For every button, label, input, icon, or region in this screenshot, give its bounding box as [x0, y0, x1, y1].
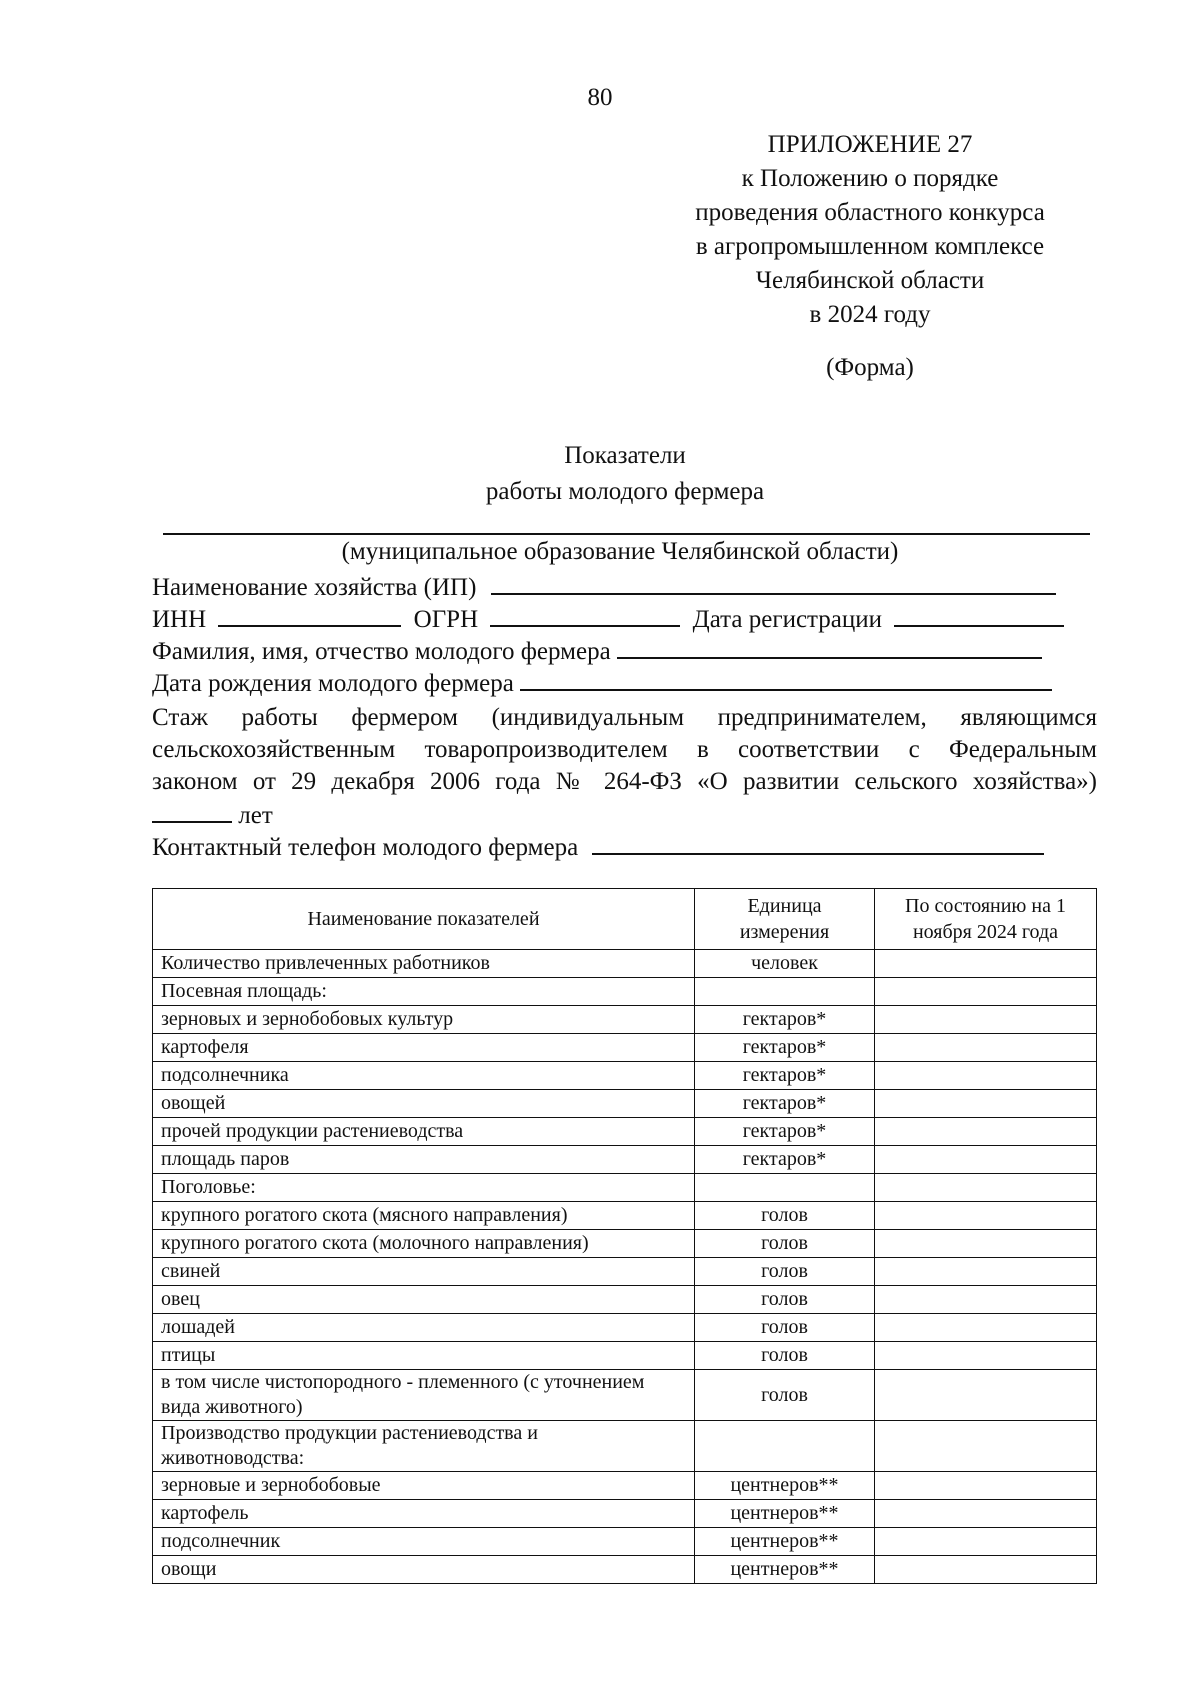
indicator-name-cell: лошадей	[153, 1314, 695, 1342]
reg-date-label: Дата регистрации	[692, 606, 883, 633]
appendix-line: проведения областного конкурса	[695, 199, 1045, 226]
value-input-cell[interactable]	[875, 1202, 1097, 1230]
full-name-label: Фамилия, имя, отчество молодого фермера	[152, 638, 611, 665]
value-input-cell[interactable]	[875, 1472, 1097, 1500]
inn-field[interactable]	[218, 603, 401, 627]
table-row	[153, 1370, 1097, 1421]
table-row	[153, 1174, 1097, 1202]
value-input-cell[interactable]	[875, 1034, 1097, 1062]
farm-name-field[interactable]	[491, 571, 1056, 595]
indicator-name-cell: площадь паров	[153, 1146, 695, 1174]
header-unit: Единица измерения	[695, 889, 875, 950]
unit-cell: гектаров*	[695, 1118, 875, 1146]
value-input-cell[interactable]	[875, 1370, 1097, 1421]
table-row	[153, 1500, 1097, 1528]
table-row	[153, 1314, 1097, 1342]
header-value: По состоянию на 1 ноября 2024 года	[875, 889, 1097, 950]
indicator-name-cell: овощи	[153, 1556, 695, 1584]
inn-ogrn-row	[152, 603, 1097, 634]
unit-cell: голов	[695, 1370, 875, 1421]
table-row	[153, 1230, 1097, 1258]
birth-date-field[interactable]	[520, 667, 1052, 691]
unit-cell: голов	[695, 1202, 875, 1230]
value-input-cell[interactable]	[875, 1421, 1097, 1472]
phone-label: Контактный телефон молодого фермера	[152, 834, 579, 861]
unit-cell	[695, 1421, 875, 1472]
table-row	[153, 1062, 1097, 1090]
table-row	[153, 1118, 1097, 1146]
ogrn-field[interactable]	[490, 603, 680, 627]
value-input-cell[interactable]	[875, 1528, 1097, 1556]
unit-cell: гектаров*	[695, 1006, 875, 1034]
value-input-cell[interactable]	[875, 950, 1097, 978]
value-input-cell[interactable]	[875, 1258, 1097, 1286]
value-input-cell[interactable]	[875, 978, 1097, 1006]
document-title	[0, 438, 1200, 510]
farm-name-row	[152, 571, 1097, 602]
table-row	[153, 950, 1097, 978]
value-input-cell[interactable]	[875, 1342, 1097, 1370]
appendix-line: в 2024 году	[809, 301, 931, 328]
table-row	[153, 1006, 1097, 1034]
table-row	[153, 978, 1097, 1006]
appendix-line: в агропромышленном комплексе	[695, 233, 1045, 260]
phone-field[interactable]	[592, 831, 1044, 855]
experience-line: законом от 29 декабря 2006 года № 264-ФЗ «О развитии сельского хозяйства»)	[152, 768, 1097, 795]
unit-cell: центнеров**	[695, 1472, 875, 1500]
table-row	[153, 1090, 1097, 1118]
appendix-block	[650, 128, 1090, 332]
indicator-name-cell: крупного рогатого скота (мясного направления)	[153, 1202, 695, 1230]
indicator-name-cell: Посевная площадь:	[153, 978, 695, 1006]
unit-cell: голов	[695, 1286, 875, 1314]
value-input-cell[interactable]	[875, 1500, 1097, 1528]
value-input-cell[interactable]	[875, 1556, 1097, 1584]
birth-date-label: Дата рождения молодого фермера	[152, 670, 514, 697]
value-input-cell[interactable]	[875, 1062, 1097, 1090]
indicator-name-cell: крупного рогатого скота (молочного направления)	[153, 1230, 695, 1258]
indicator-name-cell: подсолнечник	[153, 1528, 695, 1556]
indicator-name-cell: овощей	[153, 1090, 695, 1118]
appendix-line: к Положению о порядке	[741, 165, 999, 192]
value-input-cell[interactable]	[875, 1314, 1097, 1342]
unit-cell	[695, 978, 875, 1006]
municipality-caption: (муниципальное образование Челябинской области)	[341, 538, 899, 565]
form-label: (Форма)	[826, 354, 914, 381]
header-indicator-name: Наименование показателей	[153, 889, 695, 950]
unit-cell: гектаров*	[695, 1146, 875, 1174]
indicator-name-cell: Производство продукции растениеводства и животноводства:	[153, 1421, 695, 1472]
appendix-line: ПРИЛОЖЕНИЕ 27	[767, 131, 973, 158]
indicator-name-cell: в том числе чистопородного - племенного (с уточнением вида животного)	[153, 1370, 695, 1421]
indicator-name-cell: свиней	[153, 1258, 695, 1286]
indicator-name-cell: овец	[153, 1286, 695, 1314]
unit-cell: голов	[695, 1230, 875, 1258]
page-number: 80	[587, 84, 613, 111]
indicator-name-cell: подсолнечника	[153, 1062, 695, 1090]
years-row	[152, 799, 1097, 830]
table-body	[153, 950, 1097, 1584]
indicator-name-cell: прочей продукции растениеводства	[153, 1118, 695, 1146]
table-row	[153, 1146, 1097, 1174]
indicator-name-cell: птицы	[153, 1342, 695, 1370]
birth-date-row	[152, 667, 1097, 698]
unit-cell: гектаров*	[695, 1034, 875, 1062]
experience-line: сельскохозяйственным товаропроизводителем в соответствии с Федеральным	[152, 736, 1097, 763]
table-row	[153, 1342, 1097, 1370]
unit-cell	[695, 1174, 875, 1202]
indicator-name-cell: Поголовье:	[153, 1174, 695, 1202]
unit-cell: голов	[695, 1314, 875, 1342]
appendix-line: Челябинской области	[755, 267, 985, 294]
table-row	[153, 1286, 1097, 1314]
value-input-cell[interactable]	[875, 1286, 1097, 1314]
indicator-name-cell: зерновые и зернобобовые	[153, 1472, 695, 1500]
years-label: лет	[238, 802, 273, 829]
table-row	[153, 1258, 1097, 1286]
unit-cell: гектаров*	[695, 1090, 875, 1118]
experience-paragraph	[152, 702, 1097, 798]
title-line-1: Показатели	[564, 442, 686, 469]
unit-cell: центнеров**	[695, 1556, 875, 1584]
indicator-name-cell: зерновых и зернобобовых культур	[153, 1006, 695, 1034]
table-row	[153, 1034, 1097, 1062]
indicator-name-cell: картофель	[153, 1500, 695, 1528]
full-name-field[interactable]	[617, 635, 1042, 659]
unit-cell: гектаров*	[695, 1062, 875, 1090]
unit-cell: человек	[695, 950, 875, 978]
unit-cell: голов	[695, 1258, 875, 1286]
experience-line: Стаж работы фермером (индивидуальным предпринимателем, являющимся	[152, 704, 1097, 731]
table-row	[153, 1202, 1097, 1230]
indicators-table	[152, 888, 1097, 1584]
municipality-blank-line[interactable]	[163, 533, 1090, 535]
table-row	[153, 1421, 1097, 1472]
farm-name-label: Наименование хозяйства (ИП)	[152, 574, 477, 601]
inn-label: ИНН	[152, 606, 207, 633]
value-input-cell[interactable]	[875, 1006, 1097, 1034]
value-input-cell[interactable]	[875, 1118, 1097, 1146]
table-row	[153, 1528, 1097, 1556]
table-header-row	[153, 889, 1097, 950]
unit-cell: центнеров**	[695, 1500, 875, 1528]
unit-cell: голов	[695, 1342, 875, 1370]
reg-date-field[interactable]	[894, 603, 1064, 627]
title-line-2: работы молодого фермера	[485, 478, 765, 505]
years-field[interactable]	[152, 799, 232, 823]
ogrn-label: ОГРН	[413, 606, 479, 633]
value-input-cell[interactable]	[875, 1174, 1097, 1202]
indicator-name-cell: Количество привлеченных работников	[153, 950, 695, 978]
table-row	[153, 1556, 1097, 1584]
table-row	[153, 1472, 1097, 1500]
indicator-name-cell: картофеля	[153, 1034, 695, 1062]
value-input-cell[interactable]	[875, 1230, 1097, 1258]
value-input-cell[interactable]	[875, 1146, 1097, 1174]
unit-cell: центнеров**	[695, 1528, 875, 1556]
value-input-cell[interactable]	[875, 1090, 1097, 1118]
phone-row	[152, 831, 1097, 862]
full-name-row	[152, 635, 1097, 666]
